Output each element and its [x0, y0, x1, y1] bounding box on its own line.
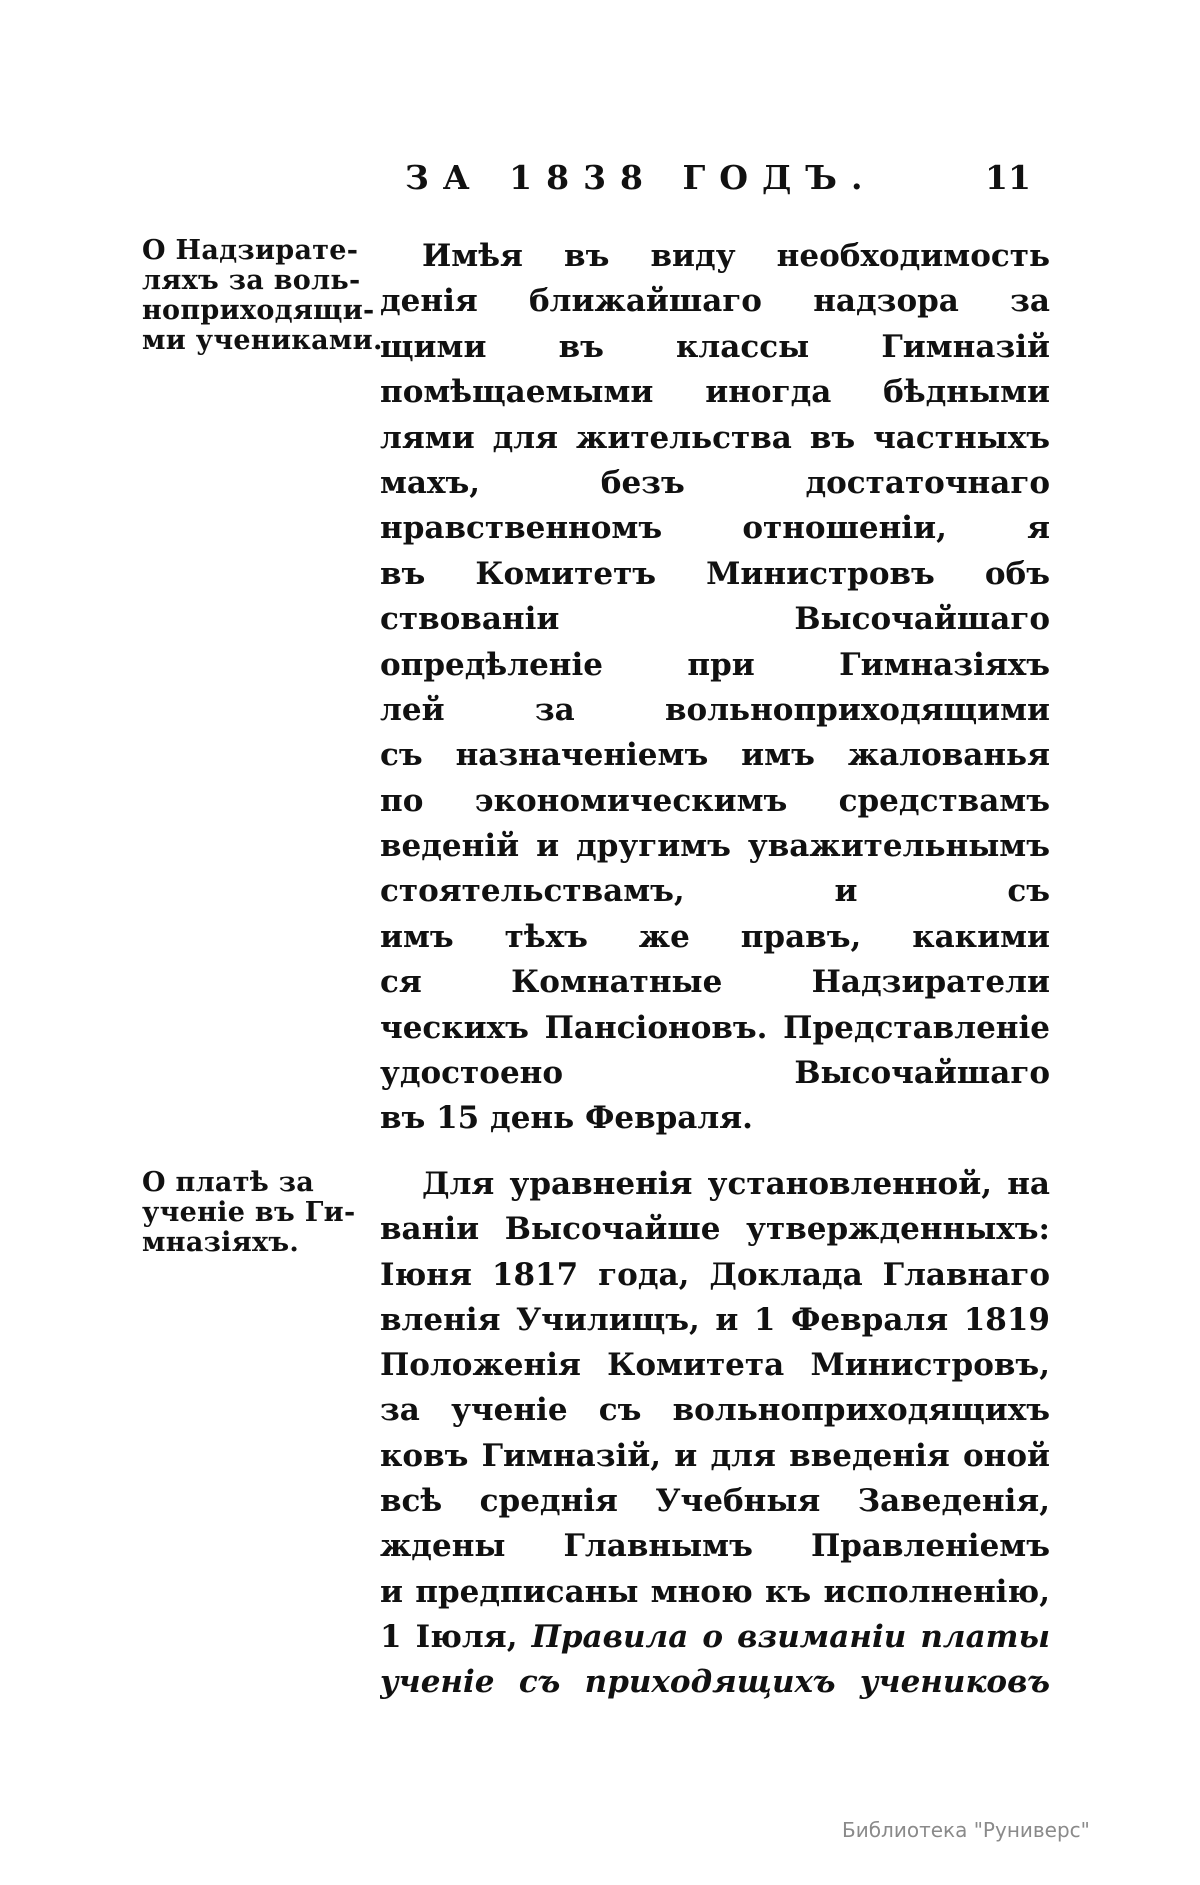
text-line: съ назначеніемъ имъ жалованья	[380, 737, 1050, 774]
library-watermark: Библиотека "Руниверс"	[842, 1818, 1090, 1842]
page-number: 11	[985, 158, 1031, 197]
text-line: по экономическимъ средствамъ	[380, 782, 1050, 819]
margin-note-line: ми учениками.	[142, 325, 383, 356]
text-line: денія ближайшаго надзора за	[380, 283, 1050, 320]
margin-note-tuition	[142, 1168, 364, 1258]
text-line: стоятельствамъ, и съ	[380, 873, 1050, 910]
text-line: всѣ среднія Учебныя Заведенія,	[380, 1483, 1050, 1520]
margin-note-line: ученіе въ Ги-	[142, 1197, 356, 1228]
text-line: нравственномъ отношеніи, я	[380, 510, 1050, 547]
text-line: въ Комитетъ Министровъ объ	[380, 555, 1050, 592]
margin-note-line: О платѣ за	[142, 1167, 315, 1198]
text-line: ваніи Высочайше утвержденныхъ:	[380, 1211, 1050, 1248]
text-line: вленія Училищъ, и 1 Февраля 1819	[380, 1301, 1050, 1338]
paragraph-supervisors	[380, 234, 1050, 1142]
margin-note-supervisors	[142, 235, 383, 356]
text-line: опредѣленіе при Гимназіяхъ	[380, 646, 1050, 683]
text-line: ся Комнатные Надзиратели	[380, 964, 1050, 1001]
text-line: Положенія Комитета Министровъ,	[380, 1347, 1050, 1384]
text-line: ковъ Гимназій, и для введенія оной	[380, 1437, 1050, 1474]
text-line-mixed	[380, 1615, 1050, 1660]
text-line-italic: ученіе съ приходящихъ учениковъ	[380, 1664, 1050, 1701]
text-italic-part: Правила о взиманіи платы	[531, 1618, 1050, 1655]
text-line: щими въ классы Гимназій	[380, 328, 1050, 365]
text-line: Имѣя въ виду необходимость	[422, 238, 1050, 274]
text-line: ствованіи Высочайшаго	[380, 601, 1050, 638]
text-line: лями для жительства въ частныхъ	[380, 419, 1050, 456]
margin-note-line: О Надзирате-	[142, 235, 359, 266]
margin-note-line: ноприходящи-	[142, 295, 375, 326]
text-line: ческихъ Пансіоновъ. Представленіе	[380, 1009, 1050, 1046]
text-line: имъ тѣхъ же правъ, какими	[380, 918, 1050, 955]
running-head: ЗА 1838 ГОДЪ.	[405, 158, 877, 197]
text-line: веденій и другимъ уважительнымъ	[380, 828, 1050, 865]
text-line: Для уравненія установленной, на	[422, 1166, 1050, 1202]
text-line: въ 15 день Февраля.	[380, 1100, 753, 1137]
margin-note-line: мназіяхъ.	[142, 1227, 300, 1258]
text-line: ждены Главнымъ Правленіемъ	[380, 1528, 1050, 1565]
text-line: и предписаны мною къ исполненію,	[380, 1573, 1050, 1610]
text-line: помѣщаемыми иногда бѣдными	[380, 374, 1050, 411]
paragraph-tuition	[380, 1162, 1050, 1706]
text-line: махъ, безъ достаточнаго	[380, 464, 1050, 501]
text-line: Іюня 1817 года, Доклада Главнаго	[380, 1256, 1050, 1293]
text-line: лей за вольноприходящими	[380, 691, 1050, 728]
margin-note-line: ляхъ за воль-	[142, 265, 361, 296]
text-regular-part: 1 Іюля,	[380, 1618, 518, 1655]
text-line: удостоено Высочайшаго	[380, 1055, 1050, 1092]
text-line: за ученіе съ вольноприходящихъ	[380, 1392, 1050, 1429]
